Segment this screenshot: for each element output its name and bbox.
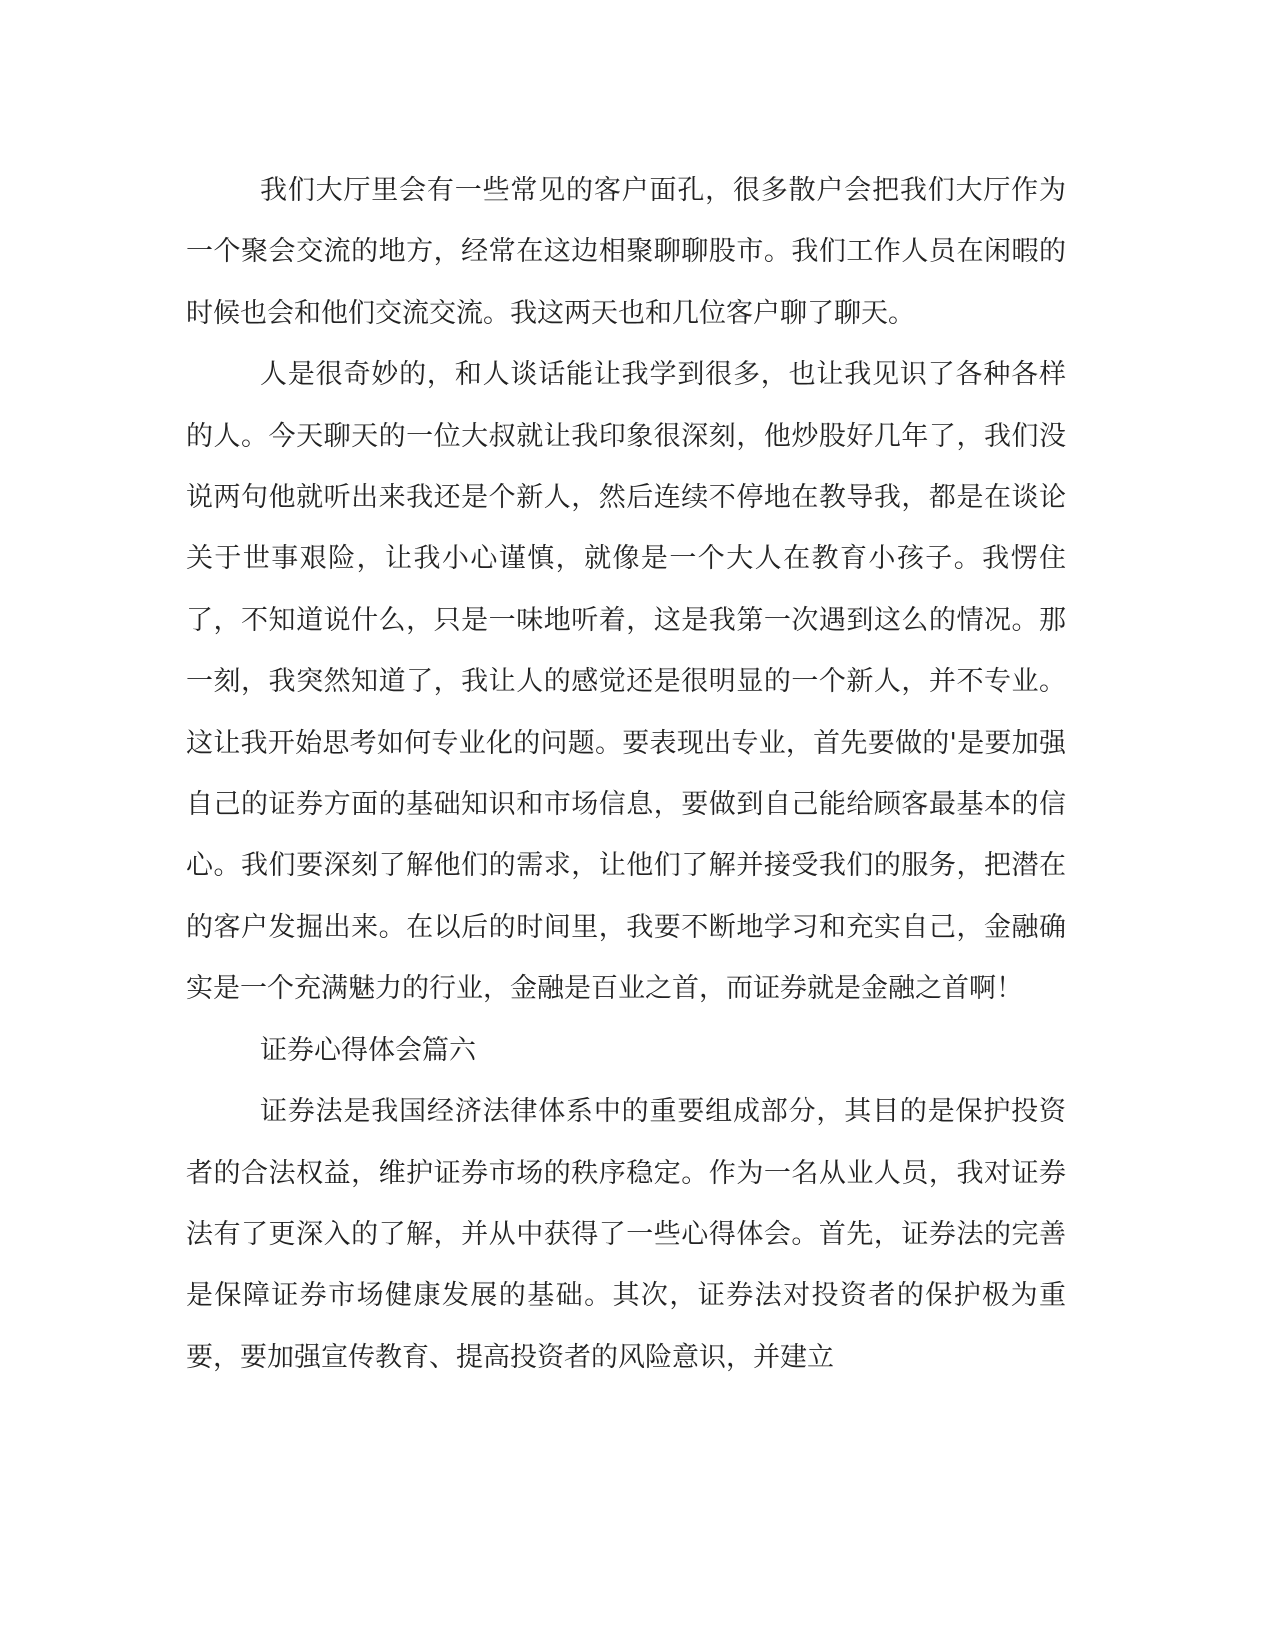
paragraph-conversation-reflection: 人是很奇妙的，和人谈话能让我学到很多，也让我见识了各种各样的人。今天聊天的一位大叔就让我印象很深刻，他炒股好几年了，我们没说两句他就听出来我还是个新人，然后连续不停地在教导我，都是在谈论关于世事艰险，让我小心谨慎，就像是一个大人在教育小孩子。我愣住了，不知道说什么，只是一味地听着，这是我第一次遇到这么的情况。那一刻，我突然知道了，我让人的感觉还是很明显的一个新人，并不专业。这让我开始思考如何专业化的问题。要表现出专业，首先要做的'是要加强自己的证券方面的基础知识和市场信息，要做到自己能给顾客最基本的信心。我们要深刻了解他们的需求，让他们了解并接受我们的服务，把潜在的客户发掘出来。在以后的时间里，我要不断地学习和充实自己，金融确实是一个充满魅力的行业，金融是百业之首，而证券就是金融之首啊！	[186, 359, 1066, 1005]
section-heading: 证券心得体会篇六	[260, 1034, 476, 1066]
paragraph-hall-customers: 我们大厅里会有一些常见的客户面孔，很多散户会把我们大厅作为一个聚会交流的地方，经常在这边相聚聊聊股市。我们工作人员在闲暇的时候也会和他们交流交流。我这两天也和几位客户聊了聊天。	[186, 175, 1066, 329]
paragraph-securities-law: 证券法是我国经济法律体系中的重要组成部分，其目的是保护投资者的合法权益，维护证券市场的秩序稳定。作为一名从业人员，我对证券法有了更深入的了解，并从中获得了一些心得体会。首先，证券法的完善是保障证券市场健康发展的基础。其次，证券法对投资者的保护极为重要，要加强宣传教育、提高投资者的风险意识，并建立	[186, 1096, 1066, 1373]
document-body	[186, 160, 1066, 1388]
